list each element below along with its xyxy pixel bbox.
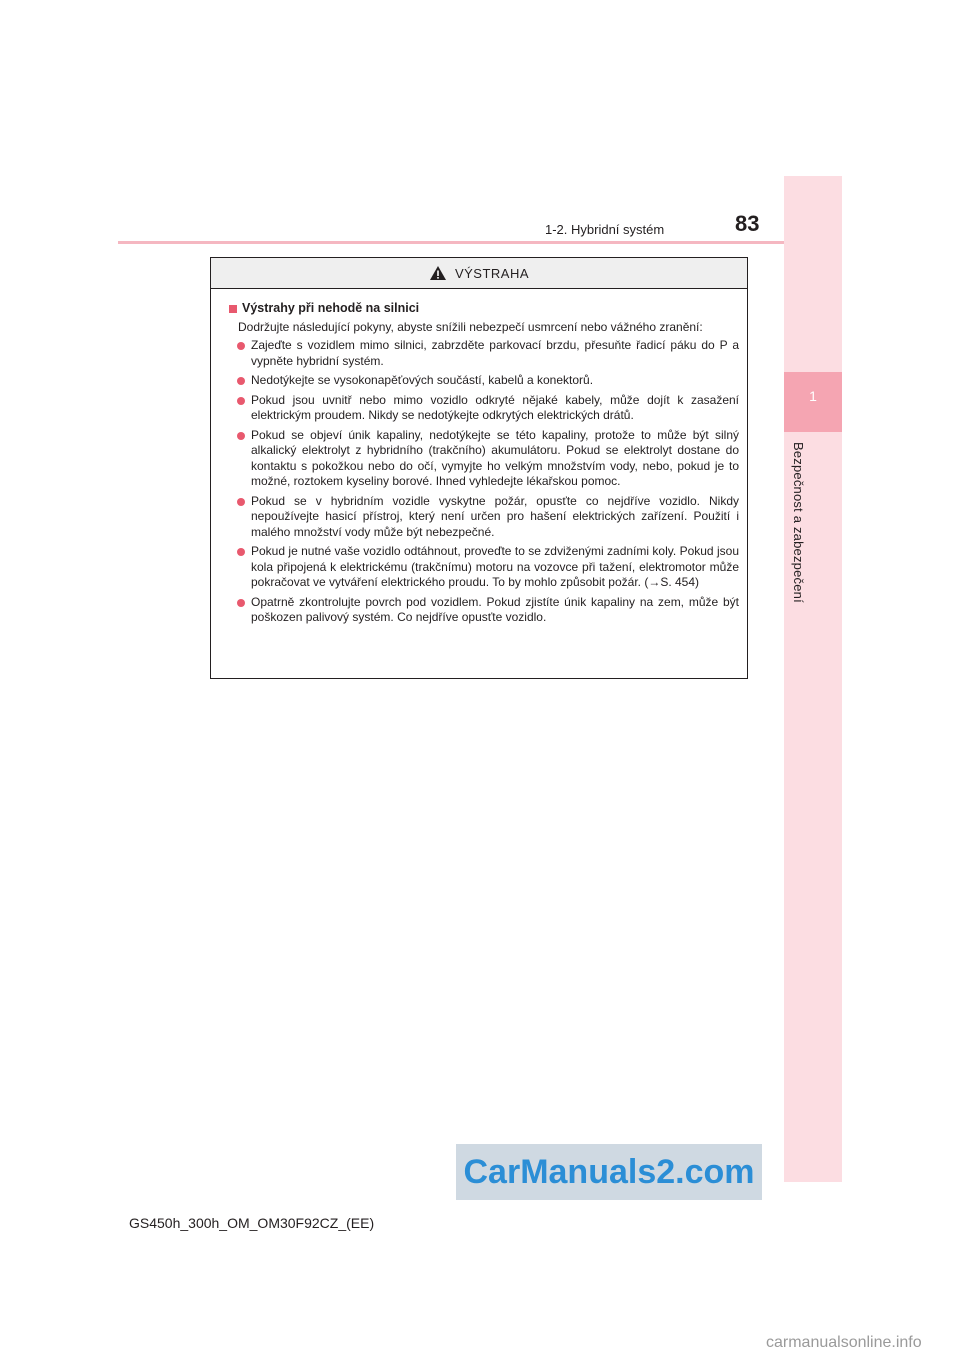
warning-section-title-text: Výstrahy při nehodě na silnici [242, 301, 420, 315]
bullet-dot-icon [237, 397, 245, 405]
bullet-dot-icon [237, 432, 245, 440]
chapter-label: Bezpečnost a zabezpečení [791, 442, 806, 603]
carmanuals-watermark[interactable]: CarManuals2.com [456, 1144, 762, 1200]
chapter-number: 1 [809, 388, 817, 404]
list-item-text: Pokud je nutné vaše vozidlo odtáhnout, proveďte to se zdviženými zadními koly. Pokud jsou kola připojená k elektrickému (trakčnímu) motoru na vozovce při tažení, elektromotor může pokračovat ve vytváření elektrického proudu. To by mohlo způsobit požár. (→S. 454) [251, 544, 739, 589]
list-item [229, 595, 739, 626]
warning-heading: VÝSTRAHA [454, 265, 530, 281]
bullet-dot-icon [237, 342, 245, 350]
header-rule [118, 241, 784, 244]
list-item [229, 393, 739, 424]
list-item [229, 544, 739, 591]
list-item-text: Opatrně zkontrolujte povrch pod vozidlem. Pokud zjistíte únik kapaliny na zem, může být poškozen palivový systém. Co nejdříve opusťte vozidlo. [251, 594, 739, 624]
list-item [229, 338, 739, 369]
warning-body [211, 289, 747, 626]
chapter-side-tab [784, 176, 842, 1182]
list-item [229, 428, 739, 490]
list-item [229, 373, 739, 389]
bullet-dot-icon [237, 548, 245, 556]
list-item-text: Zajeďte s vozidlem mimo silnici, zabrzděte parkovací brzdu, přesuňte řadicí páku do P a vypněte hybridní systém. [251, 338, 739, 368]
list-item-text: Nedotýkejte se vysokonapěťových součástí, kabelů a konektorů. [251, 373, 594, 387]
bullet-dot-icon [237, 599, 245, 607]
site-watermark: carmanualsonline.info [766, 1334, 922, 1351]
manual-code: GS450h_300h_OM_OM30F92CZ_(EE) [129, 1215, 375, 1231]
warning-triangle-icon [429, 265, 447, 281]
list-item-text: Pokud se objeví únik kapaliny, nedotýkejte se této kapaliny, protože to může být silný alkalický elektrolyt z hybridního (trakčního) akumulátoru. Pokud se elektrolyt dostane do kontaktu s pokožkou nebo do očí, vymyjte ho velkým množstvím vody, nebo, pokud je to možné, roztokem kyseliny borové. Ihned vyhledejte lékařskou pomoc. [251, 427, 739, 488]
warning-bullet-list [229, 338, 739, 626]
square-bullet-icon [229, 305, 237, 313]
warning-section-title [229, 301, 739, 317]
page-number: 83 [735, 211, 760, 236]
warning-intro: Dodržujte následující pokyny, abyste snížili nebezpečí usmrcení nebo vážného zranění: [238, 319, 703, 334]
bullet-dot-icon [237, 498, 245, 506]
bullet-dot-icon [237, 377, 245, 385]
list-item-text: Pokud se v hybridním vozidle vyskytne požár, opusťte co nejdříve vozidlo. Nikdy nepoužívejte hasicí přístroj, který není určen pro hašení elektrických zařízení. Použití i malého množství vody může být nebezpečné. [251, 493, 739, 539]
warning-header [211, 258, 747, 289]
section-header-title: 1-2. Hybridní systém [545, 222, 665, 237]
warning-box [210, 257, 748, 679]
list-item [229, 494, 739, 541]
list-item-text: Pokud jsou uvnitř nebo mimo vozidlo odkryté nějaké kabely, může dojít k zasažení elektrickým proudem. Nikdy se nedotýkejte odkrytých elektrických drátů. [251, 392, 739, 422]
